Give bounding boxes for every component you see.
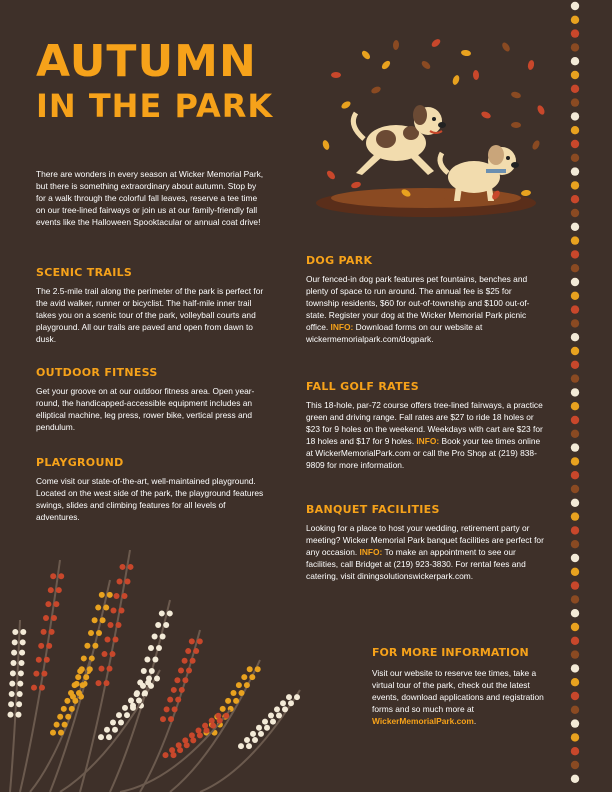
grass-seed	[41, 629, 47, 635]
border-dot	[571, 623, 579, 631]
grass-seed	[119, 608, 125, 614]
border-dot	[571, 85, 579, 93]
grass-seed	[169, 747, 175, 753]
grass-seed	[99, 666, 105, 672]
grass-seed	[223, 713, 229, 719]
grass-seed	[106, 734, 112, 740]
grass-seed	[249, 674, 255, 680]
leaf-icon	[420, 59, 432, 70]
title-line-2: IN THE PARK	[36, 87, 274, 125]
grass-seed	[196, 728, 202, 734]
grass-seed	[130, 705, 136, 711]
border-dot	[571, 305, 579, 313]
grass-seed	[104, 680, 110, 686]
grass-seed	[264, 725, 270, 731]
grass-seed	[38, 643, 44, 649]
grass-seed	[8, 712, 14, 718]
leaf-icon	[393, 40, 400, 50]
section-scenic-trails	[36, 266, 270, 345]
grass-seed	[246, 743, 252, 749]
grass-seed	[83, 674, 89, 680]
grass-seed	[136, 698, 142, 704]
leaf-icon	[325, 169, 336, 180]
grass-seed	[46, 643, 52, 649]
grass-seed	[155, 622, 161, 628]
grass-seed	[174, 677, 180, 683]
grass-seed	[178, 668, 184, 674]
grass-seed	[186, 668, 192, 674]
grass-seed	[164, 706, 170, 712]
section-outdoor-fitness	[36, 366, 270, 433]
grass-seed	[163, 752, 169, 758]
grass-seed	[96, 630, 102, 636]
border-dot	[571, 692, 579, 700]
grass-seed	[156, 645, 162, 651]
grass-seed	[236, 682, 242, 688]
grass-seed	[189, 638, 195, 644]
border-dot	[571, 540, 579, 548]
grass-seed	[16, 712, 22, 718]
grass-seed	[233, 698, 239, 704]
grass-seed	[12, 629, 18, 635]
grass-seed	[110, 651, 116, 657]
grass-stalk	[30, 660, 90, 792]
border-dot	[571, 319, 579, 327]
border-dot	[571, 71, 579, 79]
grass-seed	[10, 670, 16, 676]
grass-seed	[113, 637, 119, 643]
grass-seed	[72, 698, 78, 704]
leaf-icon	[531, 139, 541, 151]
leaf-icon	[511, 122, 521, 128]
grass-seed	[172, 706, 178, 712]
border-dot	[571, 719, 579, 727]
border-dot	[571, 264, 579, 272]
grass-seed	[225, 698, 231, 704]
more-info-end: .	[473, 716, 477, 726]
border-dot	[571, 29, 579, 37]
grass-seed	[68, 690, 74, 696]
grass-seed	[190, 658, 196, 664]
border-dot	[571, 16, 579, 24]
grass-seed	[179, 687, 185, 693]
grass-stalk	[20, 560, 60, 792]
grass-seed	[193, 648, 199, 654]
grass-seed	[128, 564, 134, 570]
grass-seed	[41, 671, 47, 677]
grass-seed	[197, 638, 203, 644]
grass-seed	[31, 685, 37, 691]
border-dot	[571, 167, 579, 175]
leaf-icon	[430, 38, 442, 49]
leaf-icon	[461, 49, 472, 56]
grass-seed	[19, 660, 25, 666]
grass-seed	[20, 629, 26, 635]
info-label: INFO:	[416, 436, 440, 446]
info-text: Download forms on our website at wickermemorialpark.com/dogpark.	[306, 322, 483, 344]
grass-seed	[102, 651, 108, 657]
grass-seed	[33, 671, 39, 677]
grass-seed	[148, 683, 154, 689]
grass-seed	[152, 657, 158, 663]
grass-seed	[18, 670, 24, 676]
border-dot	[571, 471, 579, 479]
grass-seed	[171, 687, 177, 693]
border-dot	[571, 43, 579, 51]
border-dot	[571, 485, 579, 493]
grass-seed	[72, 682, 78, 688]
leaf-pile	[316, 188, 536, 217]
grass-seed	[103, 605, 109, 611]
grass-seed	[44, 657, 50, 663]
grass-seed	[160, 716, 166, 722]
grass-seed	[36, 657, 42, 663]
grass-seed	[134, 690, 140, 696]
border-dot	[571, 650, 579, 658]
info-label: INFO:	[359, 547, 383, 557]
dotted-border-decoration	[568, 0, 582, 792]
grass-seed	[92, 617, 98, 623]
border-dot	[571, 195, 579, 203]
section-body-text: Looking for a place to host your wedding, retirement party or meeting? Wicker Memorial Park banquet facilities are perfect for any occasion.	[306, 523, 544, 557]
grass-seed	[252, 737, 258, 743]
grass-seed	[79, 666, 85, 672]
grass-seed	[17, 691, 23, 697]
border-dot	[571, 361, 579, 369]
grass-seed	[88, 630, 94, 636]
leaf-icon	[340, 100, 352, 110]
border-dot	[571, 402, 579, 410]
grass-seed	[87, 666, 93, 672]
border-dot	[571, 2, 579, 10]
grass-seed	[118, 719, 124, 725]
grass-seed	[117, 578, 123, 584]
leaf-icon	[501, 41, 512, 53]
grass-seed	[247, 666, 253, 672]
grass-seed	[105, 637, 111, 643]
border-dot	[571, 775, 579, 783]
grass-seed	[16, 701, 22, 707]
grass-seed	[20, 639, 26, 645]
section-body-text: Our fenced-in dog park features pet fountains, benches and plenty of space to run around. The annual fee is $25 for township residents, $60 for out-of-township and $100 out-of-state. Register your dog at the Wicker Memorial Park picnic office.	[306, 274, 530, 332]
grass-seed	[49, 629, 55, 635]
border-dot	[571, 154, 579, 162]
grass-seed	[58, 730, 64, 736]
grass-seed	[45, 601, 51, 607]
grass-seed	[81, 655, 87, 661]
grass-seed	[286, 694, 292, 700]
border-dot	[571, 554, 579, 562]
grass-seed	[209, 718, 215, 724]
border-dot	[571, 388, 579, 396]
section-body: Come visit our state-of-the-art, well-maintained playground. Located on the west side of the park, the playground features swings, slides and climbing features for all levels of adventures.	[36, 476, 264, 522]
leaf-icon	[370, 85, 382, 94]
grass-seed	[64, 698, 70, 704]
grass-seed	[53, 601, 59, 607]
grass-seed	[17, 681, 23, 687]
border-dot	[571, 761, 579, 769]
grass-seed	[62, 722, 68, 728]
border-dot	[571, 664, 579, 672]
grass-seed	[92, 643, 98, 649]
leaf-icon	[350, 181, 361, 189]
grass-seed	[189, 732, 195, 738]
grass-seed	[110, 719, 116, 725]
grass-seed	[51, 615, 57, 621]
grass-seed	[80, 682, 86, 688]
grass-seed	[107, 666, 113, 672]
section-heading: PLAYGROUND	[36, 456, 124, 469]
border-dot	[571, 209, 579, 217]
section-body	[306, 273, 546, 345]
leaf-icon	[380, 59, 391, 70]
info-text: To make an appointment to see our facilities, call Bridget at (219) 923-3830. For rental fees and catering, visit diningsolutionswickerpark.com.	[306, 547, 526, 581]
grass-seed	[148, 645, 154, 651]
border-dot	[571, 457, 579, 465]
border-dot	[571, 236, 579, 244]
border-dot	[571, 374, 579, 382]
more-information-box	[372, 646, 552, 727]
grass-seed	[56, 587, 62, 593]
border-dot	[571, 126, 579, 134]
grass-seed	[54, 722, 60, 728]
page-title	[36, 36, 274, 125]
grass-seed	[202, 723, 208, 729]
grass-seed	[95, 605, 101, 611]
grass-seed	[220, 706, 226, 712]
border-dot	[571, 733, 579, 741]
border-dot	[571, 140, 579, 148]
border-dot	[571, 581, 579, 589]
info-text: Book your tee times online at WickerMemorialPark.com or call the Pro Shop at (219) 838-9809 for more information.	[306, 436, 541, 470]
grass-stalk	[110, 600, 170, 792]
grass-seed	[182, 658, 188, 664]
grass-seed	[76, 690, 82, 696]
grass-seed	[160, 633, 166, 639]
grass-seed	[167, 610, 173, 616]
grass-seed	[96, 680, 102, 686]
grass-seed	[104, 727, 110, 733]
grass-seed	[122, 705, 128, 711]
grass-seed	[108, 622, 114, 628]
grass-seed	[111, 608, 117, 614]
grass-seed	[182, 737, 188, 743]
grass-seed	[140, 683, 146, 689]
grass-seed	[120, 564, 126, 570]
grass-seed	[116, 712, 122, 718]
grass-seed	[58, 573, 64, 579]
grass-seed	[39, 685, 45, 691]
grass-seed	[241, 674, 247, 680]
grass-seed	[128, 698, 134, 704]
grass-seed	[167, 697, 173, 703]
leaf-icon	[480, 110, 492, 120]
grass-seed	[61, 706, 67, 712]
leaf-icon	[527, 59, 535, 70]
grass-seed	[149, 668, 155, 674]
grass-seed	[175, 697, 181, 703]
grass-seed	[294, 694, 300, 700]
grass-seed	[11, 650, 17, 656]
leaf-icon	[536, 104, 546, 116]
border-dot	[571, 98, 579, 106]
grass-seed	[12, 639, 18, 645]
grass-seed	[239, 690, 245, 696]
info-label: INFO:	[330, 322, 354, 332]
grass-seed	[280, 700, 286, 706]
border-dot	[571, 292, 579, 300]
grass-seed	[215, 713, 221, 719]
grass-seed	[146, 676, 152, 682]
section-heading: OUTDOOR FITNESS	[36, 366, 158, 379]
grass-seed	[69, 706, 75, 712]
intro-paragraph: There are wonders in every season at Wicker Memorial Park, but there is something extraordinary about autumn. Stop by for a walk through the colorful fall leaves, reserve a tee time on our tree-lined fairways or join us at our family-friendly fall events like the Halloween Spooktacular or annual coat drive!	[36, 169, 264, 227]
section-heading: FALL GOLF RATES	[306, 380, 419, 393]
section-heading: BANQUET FACILITIES	[306, 503, 440, 516]
leaf-icon	[510, 91, 521, 100]
border-dot	[571, 416, 579, 424]
border-dot	[571, 706, 579, 714]
grass-seed	[270, 719, 276, 725]
border-dot	[571, 512, 579, 520]
grass-seed	[100, 617, 106, 623]
section-body: The 2.5-mile trail along the perimeter of the park is perfect for the avid walker, runner or bicyclist. The half-mile inner trail takes you on a scenic tour of the park, volleyball courts and playground. All our trails are paved and open from dawn to dusk.	[36, 286, 264, 344]
jumping-dog-icon	[353, 105, 446, 175]
border-dot	[571, 609, 579, 617]
more-info-body	[372, 667, 552, 727]
section-dog-park	[306, 254, 546, 345]
grass-seed	[124, 712, 130, 718]
border-dot	[571, 678, 579, 686]
grass-seed	[250, 731, 256, 737]
grass-seed	[262, 719, 268, 725]
grass-seed	[159, 610, 165, 616]
grass-seed	[114, 593, 120, 599]
grass-seed	[152, 633, 158, 639]
grass-seed	[244, 682, 250, 688]
leaf-icon	[473, 70, 480, 80]
grass-seed	[274, 706, 280, 712]
border-dot	[571, 347, 579, 355]
grass-seed	[238, 743, 244, 749]
border-dot	[571, 595, 579, 603]
grass-seed	[282, 706, 288, 712]
grass-seed	[50, 573, 56, 579]
grass-seed	[98, 734, 104, 740]
grass-seed	[107, 592, 113, 598]
grass-seed	[9, 681, 15, 687]
border-dot	[571, 181, 579, 189]
grass-seed	[288, 700, 294, 706]
grass-seed	[244, 737, 250, 743]
grass-seed	[182, 677, 188, 683]
grass-seed	[19, 650, 25, 656]
border-dot	[571, 112, 579, 120]
section-heading: DOG PARK	[306, 254, 373, 267]
border-dot	[571, 250, 579, 258]
website-link[interactable]: WickerMemorialPark.com	[372, 716, 474, 726]
grass-seed	[75, 674, 81, 680]
grass-seed	[8, 701, 14, 707]
grass-seed	[84, 643, 90, 649]
autumn-grass-illustration	[0, 540, 360, 792]
grass-seed	[141, 668, 147, 674]
dogs-playing-in-leaves-illustration	[316, 35, 556, 225]
title-line-1: AUTUMN	[36, 36, 257, 87]
grass-seed	[258, 731, 264, 737]
border-dot	[571, 223, 579, 231]
grass-seed	[11, 660, 17, 666]
grass-seed	[231, 690, 237, 696]
border-dot	[571, 526, 579, 534]
border-dot	[571, 430, 579, 438]
grass-seed	[122, 593, 128, 599]
grass-seed	[154, 676, 160, 682]
more-info-heading: FOR MORE INFORMATION	[372, 646, 529, 659]
grass-stalk	[140, 630, 200, 792]
leaf-icon	[451, 74, 460, 85]
leaf-icon	[331, 72, 341, 78]
grass-seed	[48, 587, 54, 593]
leaf-icon	[360, 49, 371, 60]
border-dot	[571, 57, 579, 65]
grass-seed	[43, 615, 49, 621]
grass-seed	[112, 727, 118, 733]
grass-stalk	[60, 670, 160, 792]
border-dot	[571, 499, 579, 507]
border-dot	[571, 637, 579, 645]
grass-seed	[57, 714, 63, 720]
leaf-icon	[322, 139, 331, 150]
grass-seed	[116, 622, 122, 628]
leaf-icon	[521, 189, 532, 196]
grass-seed	[176, 742, 182, 748]
grass-seed	[9, 691, 15, 697]
more-info-text: Visit our website to reserve tee times, take a virtual tour of the park, check out the latest events, download applications and registration forms and so much more at	[372, 668, 544, 714]
grass-seed	[268, 713, 274, 719]
section-playground	[36, 456, 270, 523]
section-fall-golf-rates	[306, 380, 546, 471]
border-dot	[571, 278, 579, 286]
border-dot	[571, 333, 579, 341]
border-dot	[571, 443, 579, 451]
border-dot	[571, 747, 579, 755]
section-body	[306, 399, 546, 471]
grass-seed	[168, 716, 174, 722]
grass-seed	[276, 713, 282, 719]
border-dot	[571, 568, 579, 576]
section-heading: SCENIC TRAILS	[36, 266, 133, 279]
section-body: Get your groove on at our outdoor fitness area. Open year-round, the handicapped-accessible equipment includes an elliptical machine, leg press, rower bike, vertical press and pendulum.	[36, 386, 255, 432]
grass-seed	[185, 648, 191, 654]
grass-seed	[65, 714, 71, 720]
section-body-text: This 18-hole, par-72 course offers tree-lined fairways, a practice green and driving range. Fall rates are $27 to ride 18 holes or $23 for 9 holes on the weekend. Weekdays with cart are $23 for 18 holes and $17 for 9 holes.	[306, 400, 543, 446]
grass-seed	[99, 592, 105, 598]
grass-seed	[142, 690, 148, 696]
grass-seed	[144, 657, 150, 663]
grass-seed	[163, 622, 169, 628]
grass-seed	[50, 730, 56, 736]
grass-seed	[255, 666, 261, 672]
grass-seed	[125, 578, 131, 584]
grass-seed	[256, 725, 262, 731]
